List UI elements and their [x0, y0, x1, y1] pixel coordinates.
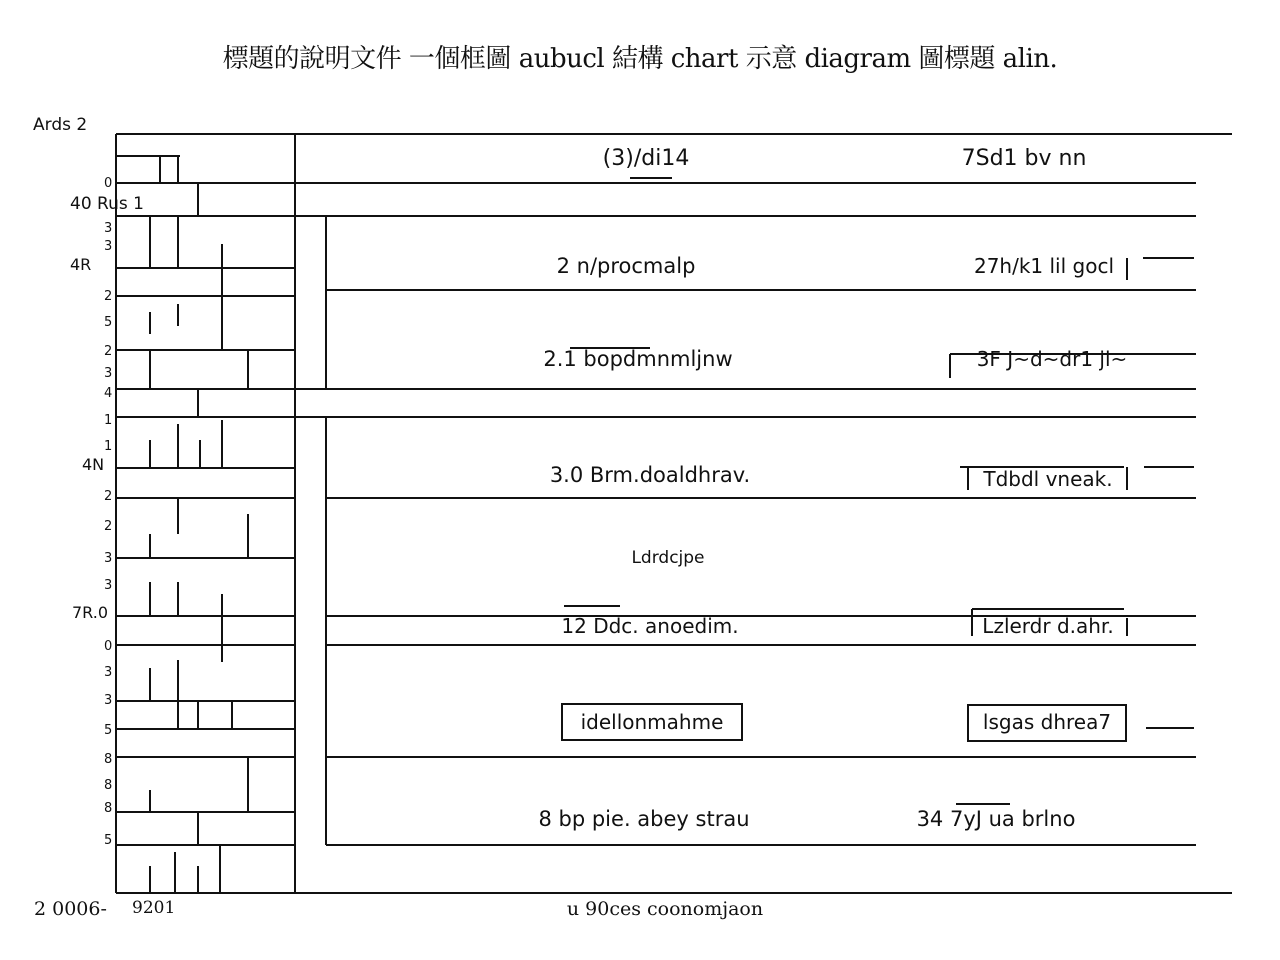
tick-label: 8 — [104, 778, 113, 793]
tick-label: 2 — [104, 289, 113, 304]
table-cells — [538, 146, 1127, 831]
tick-label: 3 — [104, 578, 113, 593]
left-tick-labels — [33, 115, 144, 848]
footer-left-label: 2 0006- — [34, 898, 107, 920]
tick-label: 3 — [104, 551, 113, 566]
header-col2: 7Sd1 bv nn — [961, 146, 1087, 171]
tick-label: 4N — [82, 455, 105, 474]
row-3-col2: Tdbdl vneak. — [983, 467, 1113, 491]
row-7-col2: 34 7yJ ua brlno — [916, 807, 1076, 831]
row-2-col2: 3F J~d~dr1 jl~ — [976, 347, 1128, 371]
row-5-col1: 12 Ddc. anoedim. — [561, 614, 739, 638]
tick-label: 3 — [104, 693, 113, 708]
row-5-col2: Lzlerdr d.ahr. — [982, 614, 1114, 638]
tick-label: 8 — [104, 752, 113, 767]
left-schematic — [116, 156, 295, 893]
tick-label: 5 — [104, 723, 113, 738]
tick-label: 5 — [104, 833, 113, 848]
tick-label: 3 — [104, 239, 113, 254]
row-3-col1: 3.0 Brm.doaldhrav. — [549, 463, 751, 487]
row-4-col1: Ldrdcjpe — [631, 548, 705, 568]
row-2-col1: 2.1 bopdmnmljnw — [543, 347, 733, 371]
row-7-col1: 8 bp pie. abey strau — [538, 807, 750, 831]
row-1-col2: 27h/k1 lil gocl — [973, 254, 1115, 278]
diagram-title: 標題的說明文件 一個框圖 aubucl 結構 chart 示意 diagram 圖標題 alin. — [222, 44, 1058, 74]
row-1-col1: 2 n/procmalp — [556, 254, 696, 278]
tick-label: 3 — [104, 366, 113, 381]
footer-caption: u 90ces coonomjaon — [566, 898, 764, 920]
tick-label: 1 — [104, 439, 113, 454]
tick-label: 7R.0 — [72, 603, 108, 622]
tick-label: 2 — [104, 489, 113, 504]
footer-left-label-2: 9201 — [132, 898, 176, 918]
tick-label: 5 — [104, 315, 113, 330]
tick-label: 4 — [104, 386, 113, 401]
tick-label: 2 — [104, 344, 113, 359]
axis-sub-label: 40 Rus 1 — [70, 194, 144, 214]
tick-label: 0 — [104, 176, 113, 191]
tick-label: 8 — [104, 801, 113, 816]
frame — [116, 134, 1232, 893]
row-6-col2: lsgas dhrea7 — [982, 710, 1112, 734]
tick-label: 2 — [104, 519, 113, 534]
axis-top-label: Ards 2 — [33, 115, 88, 135]
row-6-col1: idellonmahme — [580, 710, 724, 734]
tick-label: 3 — [104, 221, 113, 236]
tick-label: 4R — [70, 255, 92, 274]
header-col1: (3)/di14 — [602, 146, 690, 171]
tick-label: 1 — [104, 413, 113, 428]
tick-label: 3 — [104, 665, 113, 680]
tick-label: 0 — [104, 639, 113, 654]
